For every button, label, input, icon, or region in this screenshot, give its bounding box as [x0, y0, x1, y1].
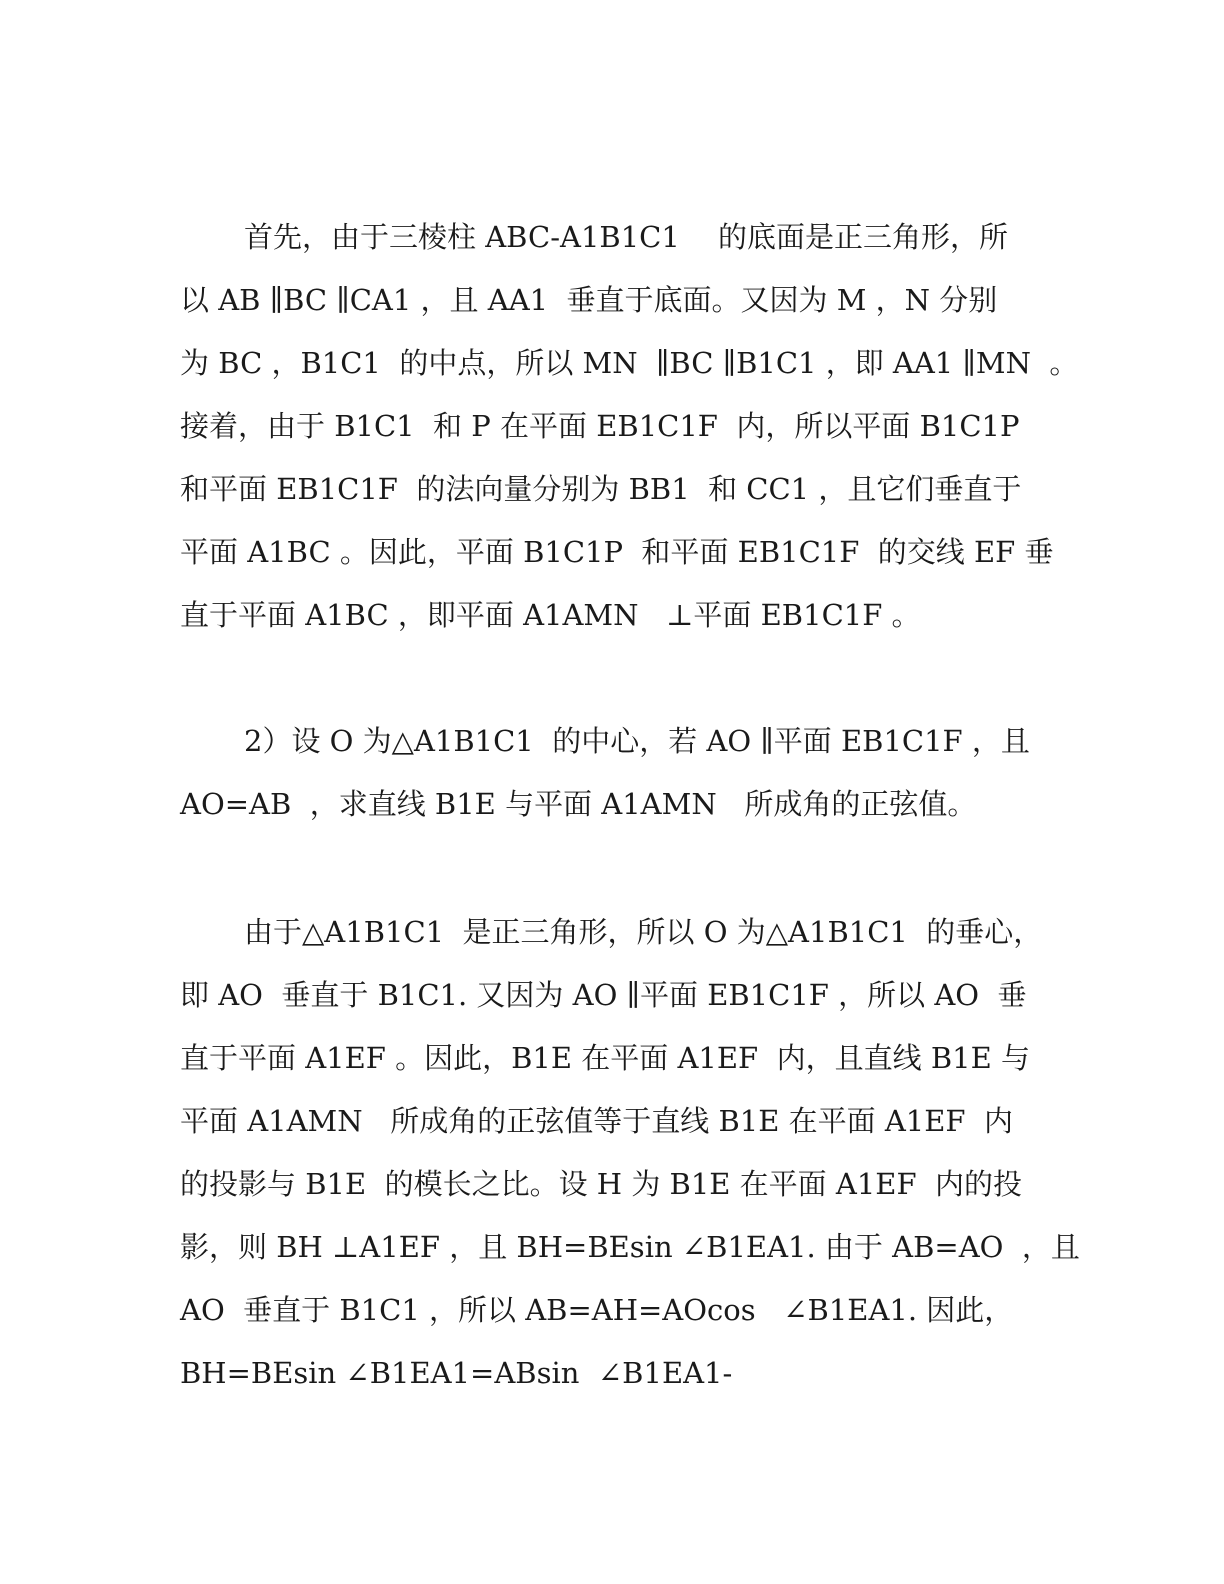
paragraph-3-line-6: 影，则 BH ⊥A1EF ，且 BH=BEsin ∠B1EA1. 由于 AB=AO ，且	[180, 1230, 1080, 1264]
paragraph-1-line-5: 和平面 EB1C1F 的法向量分别为 BB1 和 CC1 ，且它们垂直于	[180, 472, 1022, 506]
paragraph-3-line-4: 平面 A1AMN 所成角的正弦值等于直线 B1E 在平面 A1EF 内	[180, 1104, 1013, 1138]
paragraph-3-line-8: BH=BEsin ∠B1EA1=ABsin ∠B1EA1-	[180, 1356, 733, 1390]
paragraph-3-line-5: 的投影与 B1E 的模长之比。设 H 为 B1E 在平面 A1EF 内的投	[180, 1167, 1023, 1201]
paragraph-3-line-1: 由于△A1B1C1 是正三角形，所以 O 为△A1B1C1 的垂心，	[244, 915, 1043, 949]
paragraph-1-line-1: 首先，由于三棱柱 ABC-A1B1C1 的底面是正三角形，所	[244, 220, 1009, 254]
paragraph-3-line-7: AO 垂直于 B1C1 ，所以 AB=AH=AOcos ∠B1EA1. 因此，	[180, 1293, 1014, 1327]
paragraph-2-line-2: AO=AB ，求直线 B1E 与平面 A1AMN 所成角的正弦值。	[180, 787, 977, 821]
paragraph-1-line-4: 接着，由于 B1C1 和 P 在平面 EB1C1F 内，所以平面 B1C1P	[180, 409, 1020, 443]
paragraph-2-line-1: 2）设 O 为△A1B1C1 的中心，若 AO ∥平面 EB1C1F ，且	[244, 724, 1030, 758]
paragraph-1-line-6: 平面 A1BC 。因此，平面 B1C1P 和平面 EB1C1F 的交线 EF 垂	[180, 535, 1054, 569]
paragraph-1-line-2: 以 AB ∥BC ∥CA1 ，且 AA1 垂直于底面。又因为 M ，N 分别	[180, 283, 998, 317]
paragraph-3-line-2: 即 AO 垂直于 B1C1. 又因为 AO ∥平面 EB1C1F ，所以 AO 垂	[180, 978, 1027, 1012]
paragraph-3-line-3: 直于平面 A1EF 。因此，B1E 在平面 A1EF 内，且直线 B1E 与	[180, 1041, 1030, 1075]
paragraph-1-line-3: 为 BC ，B1C1 的中点，所以 MN ∥BC ∥B1C1 ，即 AA1 ∥MN 。	[180, 346, 1079, 380]
paragraph-1-line-7: 直于平面 A1BC ，即平面 A1AMN ⊥平面 EB1C1F 。	[180, 598, 921, 632]
